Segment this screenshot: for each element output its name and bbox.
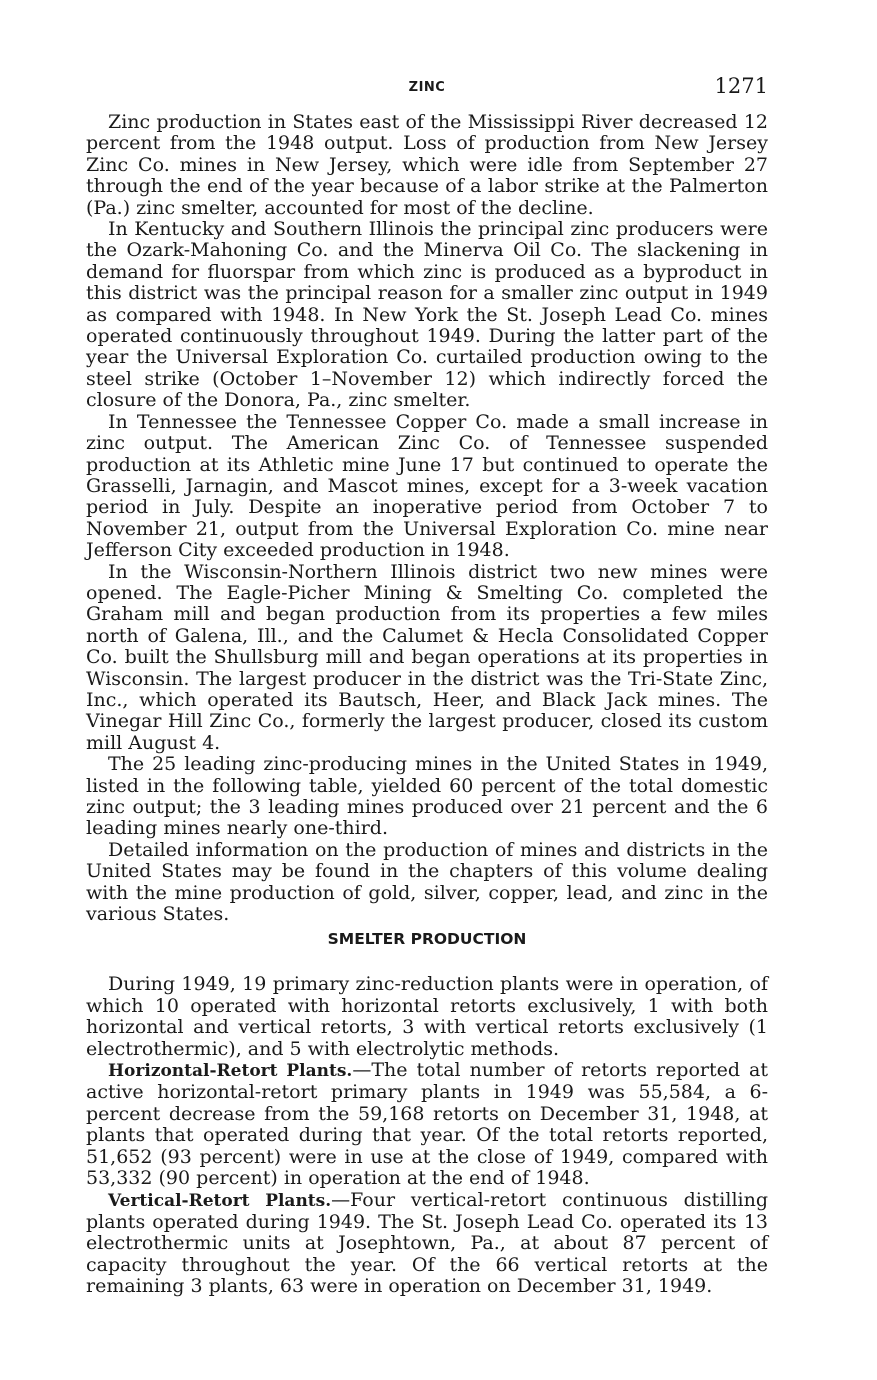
running-title: ZINC xyxy=(408,80,446,95)
paragraph-smelter-intro: During 1949, 19 primary zinc-reduction plants were in operation, of which 10 operated with horizontal retorts exclusively, 1 with both horizontal and vertical retorts, 3 with vertical retorts exclusively (1 electrothermic), and 5 with electrolytic methods. xyxy=(86,973,768,1060)
horizontal-retort-text: —The total number of retorts reported at active horizontal-retort primary plants in 1949 was 55,584, a 6-percent decrease from the 59,168 retorts on December 31, 1948, at plants that operated during that year. Of the total retorts reported, 51,652 (93 percent) were in use at the close of 1949, compared with 53,332 (90 percent) in operation at the end of 1948. xyxy=(86,1059,768,1190)
paragraph-horizontal-retort xyxy=(86,1060,768,1189)
running-head xyxy=(86,74,768,104)
paragraph-east-mississippi: Zinc production in States east of the Mississippi River decreased 12 percent from the 1948 output. Loss of production from New Jersey Zinc Co. mines in New Jersey, which were idle from September 27 through the end of the year because of a labor strike at the Palmerton (Pa.) zinc smelter, accounted for most of the decline. xyxy=(86,111,768,219)
paragraph-detailed-information: Detailed information on the production of mines and districts in the United States may be found in the chapters of this volume dealing with the mine production of gold, silver, copper, lead, and zinc in the various States. xyxy=(86,838,768,926)
body-text xyxy=(86,112,768,1298)
section-heading: SMELTER PRODUCTION xyxy=(327,930,527,949)
horizontal-retort-lead-in: Horizontal-Retort Plants. xyxy=(108,1061,353,1082)
vertical-retort-text: —Four vertical-retort continuous distilling plants operated during 1949. The St. Joseph Lead Co. operated its 13 electrothermic units at Josephtown, Pa., at about 87 percent of capacity throughout the year. Of the 66 vertical retorts at the remaining 3 plants, 63 were in operation on December 31, 1949. xyxy=(86,1188,768,1298)
paragraph-vertical-retort xyxy=(86,1190,768,1298)
paragraph-tennessee: In Tennessee the Tennessee Copper Co. made a small increase in zinc output. The American Zinc Co. of Tennessee suspended production at its Athletic mine June 17 but continued to operate the Grasselli, Jarnagin, and Mascot mines, except for a 3-week vacation period in July. Despite an inoperative period from October 7 to November 21, output from the Universal Exploration Co. mine near Jefferson City exceeded production in 1948. xyxy=(86,410,768,562)
paragraph-leading-mines: The 25 leading zinc-producing mines in the United States in 1949, listed in the following table, yielded 60 percent of the total domestic zinc output; the 3 leading mines produced over 21 percent and the 6 leading mines nearly one-third. xyxy=(86,753,768,840)
vertical-retort-lead-in: Vertical-Retort Plants. xyxy=(108,1190,332,1211)
paragraph-kentucky-illinois: In Kentucky and Southern Illinois the principal zinc producers were the Ozark-Mahoning Co. and the Minerva Oil Co. The slackening in demand for fluorspar from which zinc is produced as a byproduct in this district was the principal reason for a smaller zinc output in 1949 as compared with 1948. In New York the St. Joseph Lead Co. mines operated continuously throughout 1949. During the latter part of the year the Universal Exploration Co. curtailed production owing to the steel strike (October 1–November 12) which indirectly forced the closure of the Donora, Pa., zinc smelter. xyxy=(86,218,768,412)
page-number: 1271 xyxy=(714,74,768,98)
paragraph-wisconsin-illinois: In the Wisconsin-Northern Illinois district two new mines were opened. The Eagle-Picher Mining & Smelting Co. completed the Graham mill and began production from its properties a few miles north of Galena, Ill., and the Calumet & Hecla Consolidated Copper Co. built the Shullsburg mill and began operations at its properties in Wisconsin. The largest producer in the district was the Tri-State Zinc, Inc., which operated its Bautsch, Heer, and Black Jack mines. The Vinegar Hill Zinc Co., formerly the largest producer, closed its custom mill August 4. xyxy=(86,560,768,754)
